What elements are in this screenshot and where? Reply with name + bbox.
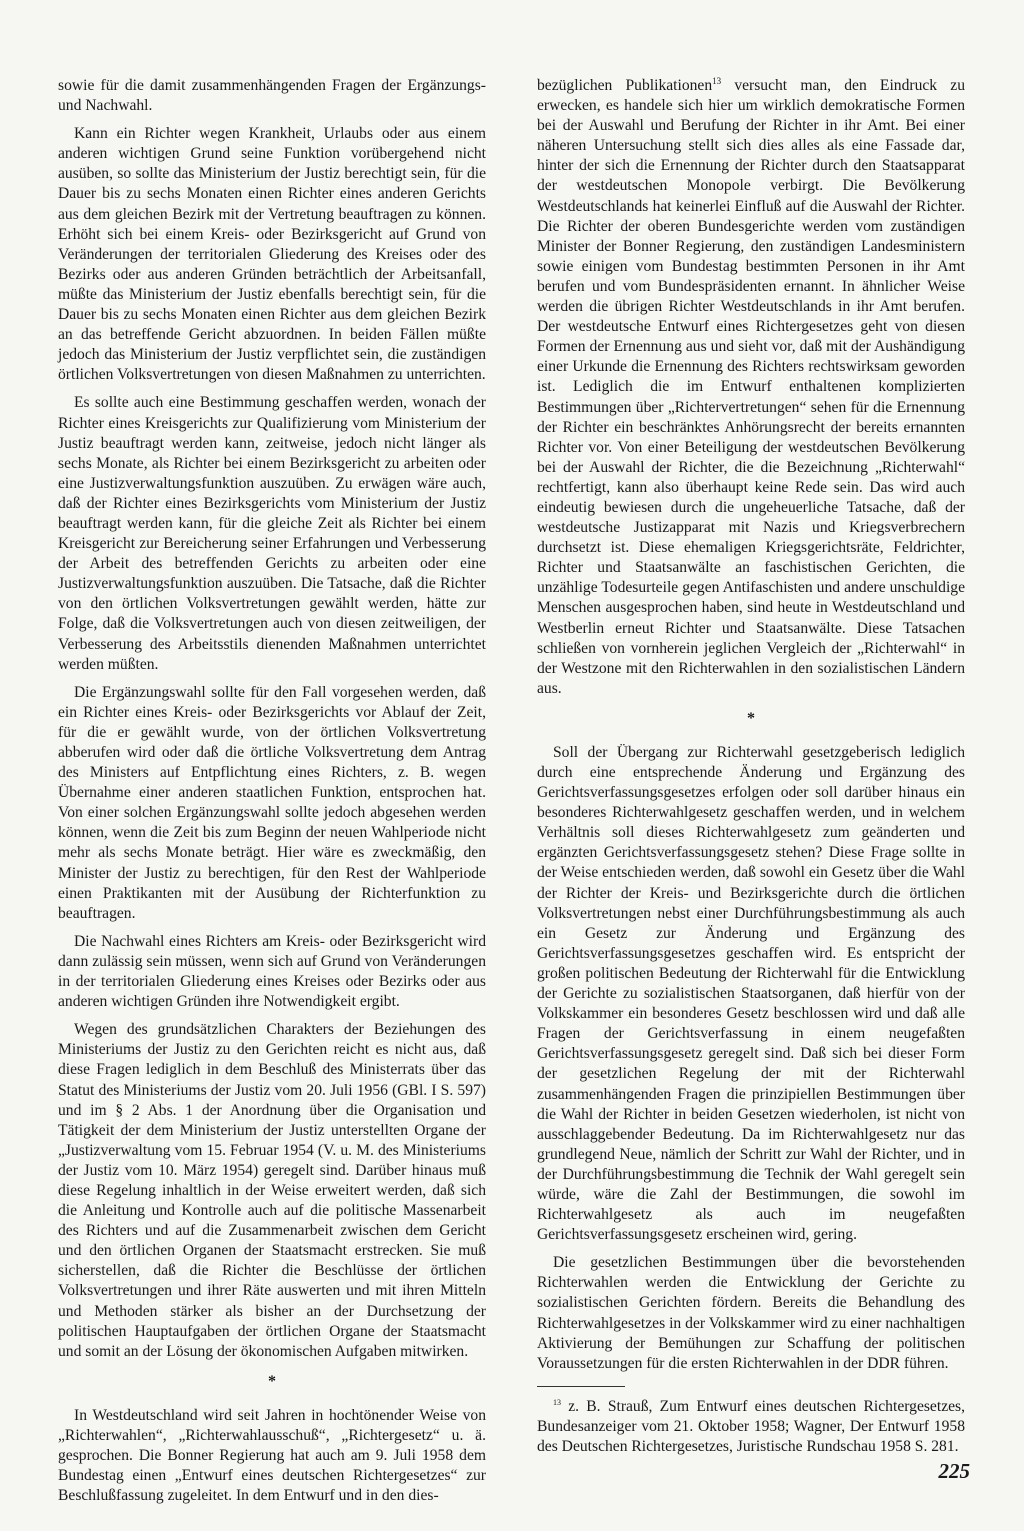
paragraph: Wegen des grundsätzlichen Charakters der Beziehungen des Ministeriums der Justiz zu den Gerichten reicht es nicht aus, daß diese Fragen lediglich in dem Beschluß des Ministerrats über das Statut des Ministeriums der Justiz vom 20. Juli 1956 (GBl. I S. 597) und im § 2 Abs. 1 der Anordnung über die Organisation und Tätigkeit der dem Ministerium der Justiz unterstellten Organe der „Justizverwaltung vom 15. Februar 1954 (V. u. M. des Ministeriums der Justiz vom 10. März 1954) geregelt sind. Darüber hinaus muß diese Regelung inhaltlich in der Weise erweitert werden, daß sich die Anleitung und Kontrolle auch auf die politische Massenarbeit des Richters und auf die Zusammenarbeit zwischen dem Gericht und den örtlichen Organen der Staatsmacht erstrecken. Sie muß sicherstellen, daß die Richter die Beschlüsse der örtlichen Volksvertretungen und ihrer Räte auswerten und mit ihren Mitteln und Methoden stärker als bisher an der Durchsetzung der politischen Hauptaufgaben der örtlichen Organe der Staatsmacht und somit an der Lösung der ökonomischen Aufgaben mitwirken. <box>58 1021 486 1360</box>
paragraph-text: versucht man, den Eindruck zu erwecken, es handele sich hier um wirklich demokratische Formen bei der Auswahl und Berufung der Richter in ihr Amt. Bei einer näheren Untersuchung stellt sich dies alles als eine Fassade dar, hinter der sich die Ernennung der Richter durch den Staatsapparat der westdeutschen Monopole verbirgt. Die Bevölkerung Westdeutschlands hat keinerlei Einfluß auf die Auswahl der Richter. Die Richter der oberen Bundesgerichte werden vom zuständigen Minister der Bonner Regierung, den zuständigen Landesministern sowie einigen vom Bundestag bestimmten Personen in ihr Amt berufen und vom Bundespräsidenten ernannt. In ähnlicher Weise werden die übrigen Richter Westdeutschlands in ihr Amt berufen. Der westdeutsche Entwurf eines Richtergesetzes geht von diesen Formen der Ernennung aus und sieht vor, daß mit der Aushändigung einer Urkunde die Ernennung des Richters rechtswirksam geworden ist. Lediglich die im Entwurf enthaltenen komplizierten Bestimmungen über „Richtervertretungen“ sehen für die Ernennung der Richter ein beschränktes Anhörungsrecht der bereits ernannten Richter vor. Von einer Beteiligung der westdeutschen Bevölkerung bei der Auswahl der Richter, die die Bezeichnung „Richterwahl“ rechtfertigt, kann also überhaupt keine Rede sein. Das wird auch eindeutig bewiesen durch die ungeheuerliche Tatsache, daß der westdeutsche Justizapparat mit Nazis und Kriegsverbrechern durchsetzt ist. Diese ehemaligen Kriegsgerichtsräte, Feldrichter, Richter und Staatsanwälte an faschistischen Gerichten, die unzählige Todesurteile gegen Antifaschisten und andere unschuldige Menschen ausgesprochen haben, sind heute in Westdeutschland und Westberlin erneut Richter und Staatsanwälte. Diese Tatsachen schließen von vornherein jeglichen Vergleich der „Richterwahl“ in der Westzone mit den Richterwahlen in den sozialistischen Ländern aus. <box>537 77 965 697</box>
paragraph: In Westdeutschland wird seit Jahren in hochtönender Weise von „Richterwahlen“, „Richterwahlausschuß“, „Richtergesetz“ u. ä. gesprochen. Die Bonner Regierung hat auch am 9. Juli 1958 dem Bundestag einen „Entwurf eines deutschen Richtergesetzes“ zur Beschlußfassung zugeleitet. In dem Entwurf und in den dies- <box>58 1406 486 1505</box>
paragraph: Kann ein Richter wegen Krankheit, Urlaubs oder aus einem anderen wichtigen Grund seine Funktion vorübergehend nicht ausüben, so sollte das Ministerium der Justiz berechtigt sein, für die Dauer bis zu sechs Monaten einen Richter eines anderen Gerichts aus dem gleichen Bezirk mit der Vertretung beauftragen zu können. Erhöht sich bei einem Kreis- oder Bezirksgericht auf Grund von Veränderungen der territorialen Gliederung des Kreises oder des Bezirks oder aus anderen Gründen beträchtlich der Arbeitsanfall, müßte das Ministerium der Justiz ebenfalls berechtigt sein, für die Dauer bis zu sechs Monaten einen Richter aus dem gleichen Bezirk an das betreffende Gericht abzuordnen. In beiden Fällen müßte jedoch das Ministerium der Justiz verpflichtet sein, die zuständigen örtlichen Volksvertretungen von diesen Maßnahmen zu unterrichten. <box>58 125 486 384</box>
right-column <box>537 76 965 1465</box>
paragraph: Die Ergänzungswahl sollte für den Fall vorgesehen werden, daß ein Richter eines Kreis- oder Bezirksgerichts vor Ablauf der Zeit, für die er gewählt wurde, von der örtlichen Volksvertretung abberufen wird oder daß die örtliche Volksvertretung dem Antrag des Ministers auf Entpflichtung eines Richters, z. B. wegen Übernahme einer anderen staatlichen Funktion, entsprochen hat. Von einer solchen Ergänzungswahl sollte jedoch abgesehen werden können, wenn die Zeit bis zum Beginn der neuen Wahlperiode nicht mehr als sechs Monate beträgt. Hier wäre es zweckmäßig, den Minister der Justiz zu berechtigen, für den Rest der Wahlperiode einen Praktikanten mit der Ausübung der Richterfunktion zu beauftragen. <box>58 683 486 922</box>
footnote-number: 13 <box>553 1397 561 1407</box>
paragraph <box>537 76 965 699</box>
page-number: 225 <box>938 1459 970 1483</box>
section-separator: * <box>747 709 755 727</box>
footnote-text: z. B. Strauß, Zum Entwurf eines deutschen Richtergesetzes, Bundesanzeiger vom 21. Oktober 1958; Wagner, Der Entwurf 1958 des Deutschen Richtergesetzes, Juristische Rundschau 1958 S. 281. <box>537 1398 965 1456</box>
paragraph-text: bezüglichen Publikationen <box>537 77 713 94</box>
paragraph: Die Nachwahl eines Richters am Kreis- oder Bezirksgericht wird dann zulässig sein müssen, wenn sich auf Grund von Veränderungen in der territorialen Gliederung eines Kreises oder Bezirks oder aus anderen wichtigen Gründen ihre Notwendigkeit ergibt. <box>58 932 486 1011</box>
left-column <box>58 76 486 1514</box>
paragraph: Die gesetzlichen Bestimmungen über die bevorstehenden Richterwahlen werden die Entwicklung der Gerichte zu sozialistischen Gerichten fördern. Bereits die Behandlung des Richterwahlgesetzes in der Volkskammer wird zu einer nachhaltigen Aktivierung der Bemühungen zur Schaffung der politischen Voraussetzungen für die ersten Richterwahlen in der DDR führen. <box>537 1254 965 1372</box>
section-separator: * <box>268 1372 276 1390</box>
footnote <box>537 1393 965 1457</box>
paragraph: Soll der Übergang zur Richterwahl gesetzgeberisch lediglich durch eine entsprechende Änderung und Ergänzung des Gerichtsverfassungsgesetzes erfolgen oder soll darüber hinaus ein besonderes Richterwahlgesetz geschaffen werden, und in welchem Verhältnis soll dieses Richterwahlgesetz zum geänderten und ergänzten Gerichtsverfassungsgesetz stehen? Diese Frage sollte in der Weise entschieden werden, daß sowohl ein Gesetz über die Wahl der Richter der Kreis- und Bezirksgerichte durch die örtlichen Volksvertretungen nebst einer Durchführungsbestimmung als auch ein Gesetz zur Änderung und Ergänzung des Gerichtsverfassungsgesetzes geschaffen wird. Es entspricht der großen politischen Bedeutung der Richterwahl für die Entwicklung der Gerichte zu sozialistischen Staatsorganen, daß hierfür von der Volkskammer ein besonderes Gesetz beschlossen wird und daß alle Fragen der Gerichtsverfassung in einem neugefaßten Gerichtsverfassungsgesetz geregelt sind. Daß sich bei dieser Form der gesetzlichen Regelung der mit der Richterwahl zusammenhängenden Fragen die prinzipiellen Bestimmungen über die Wahl der Richter in beiden Gesetzen wiederholen, ist nicht von ausschlaggebender Bedeutung. Da im Richterwahlgesetz nur das grundlegend Neue, nämlich der Schritt zur Wahl der Richter, und in der Durchführungsbestimmung die Technik der Wahl geregelt sein würde, wäre die Zahl der Bestimmungen, die sowohl im Richterwahlgesetz als auch im neugefaßten Gerichtsverfassungsgesetz erscheinen wird, gering. <box>537 743 965 1244</box>
footnote-reference[interactable]: 13 <box>712 75 722 86</box>
paragraph: Es sollte auch eine Bestimmung geschaffen werden, wonach der Richter eines Kreisgerichts zur Qualifizierung vom Ministerium der Justiz beauftragt werden kann, zeitweise, jedoch nicht länger als sechs Monate, als Richter bei einem Bezirksgericht zu arbeiten oder eine Justizverwaltungsfunktion auszuüben. Zu erwägen wäre auch, daß der Richter eines Bezirksgerichts vom Ministerium der Justiz beauftragt werden kann, für die gleiche Zeit als Richter bei einem Kreisgericht zur Bereicherung seiner Erfahrungen und Verbesserung der Arbeit des betreffenden Gerichts zu arbeiten oder eine Justizverwaltungsfunktion auszuüben. Die Tatsache, daß die Richter von den örtlichen Volksvertretungen gewählt werden, hätte zur Folge, daß die Volksvertretungen auch von diesen zeitweiligen, der Verbesserung des Arbeitsstils dienenden Maßnahmen unterrichtet werden müßten. <box>58 394 486 673</box>
paragraph: sowie für die damit zusammenhängenden Fragen der Ergänzungs- und Nachwahl. <box>58 77 486 115</box>
footnote-divider <box>537 1386 625 1387</box>
